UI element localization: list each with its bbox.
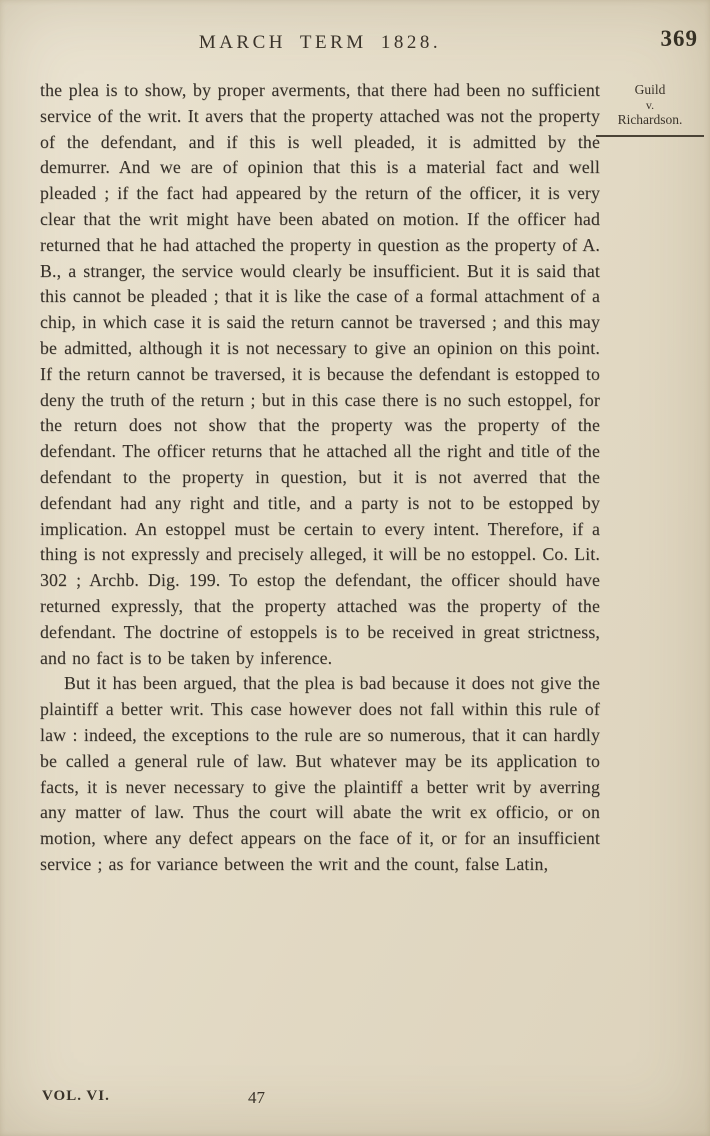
running-head: MARCH TERM 1828. xyxy=(198,32,442,53)
body-paragraph: But it has been argued, that the plea is bad because it does not give the plaintiff a better writ. This case however does not fall within this rule of law : indeed, the exceptions to the rule are so numerous, that it can hardly be called a general rule of law. But whatever may be its application to facts, it is never necessary to give the plaintiff a better writ by averring any matter of law. Thus the court will abate the writ ex officio, or on motion, where any defect appears on the face of it, or for an insufficient service ; as for variance between the writ and the count, false Latin, xyxy=(40,673,600,874)
signature-number: 47 xyxy=(248,1088,265,1107)
margin-note-case-name xyxy=(596,82,704,144)
margin-note-rule xyxy=(596,135,704,137)
page-header xyxy=(0,26,710,68)
volume-label: VOL. VI. xyxy=(42,1088,110,1104)
body-paragraph: the plea is to show, by proper averments, that there had been no sufficient service of the writ. It avers that the property attached was not the property of the defendant, and if this is well pleaded, it is admitted by the demurrer. And we are of opinion that this is a material fact and well pleaded ; if the fact had appeared by the return of the officer, it is very clear that the writ might have been abated on motion. If the officer had returned that he had attached the property in question as the property of A. B., a stranger, the service would clearly be insufficient. But it is said that this cannot be pleaded ; that it is like the case of a formal attachment of a chip, in which case it is said the return cannot be traversed ; and this may be admitted, although it is not necessary to give an opinion on this point. If the return cannot be traversed, it is because the defendant is estopped to deny the truth of the return ; but in this case there is no such estoppel, for the return does not show that the property was the property of the defendant. The officer returns that he attached all the right and title of the defendant to the property in question, but it is not averred that the defendant had any right and title, and a party is not to be estopped by implication. An estoppel must be certain to every intent. Therefore, if a thing is not expressly and precisely alleged, it will be no estoppel. Co. Lit. 302 ; Archb. Dig. 199. To estop the defendant, the officer should have returned expressly, that the property attached was the property of the defendant. The doctrine of estoppels is to be received in great strictness, and no fact is to be taken by inference. xyxy=(40,80,600,668)
margin-note-defendant: Richardson. xyxy=(617,111,683,127)
margin-note-versus: v. xyxy=(645,97,655,112)
body-text-column xyxy=(40,78,600,878)
page-footer xyxy=(0,1088,710,1118)
page-number: 369 xyxy=(660,26,698,51)
margin-note-plaintiff: Guild xyxy=(634,82,666,97)
